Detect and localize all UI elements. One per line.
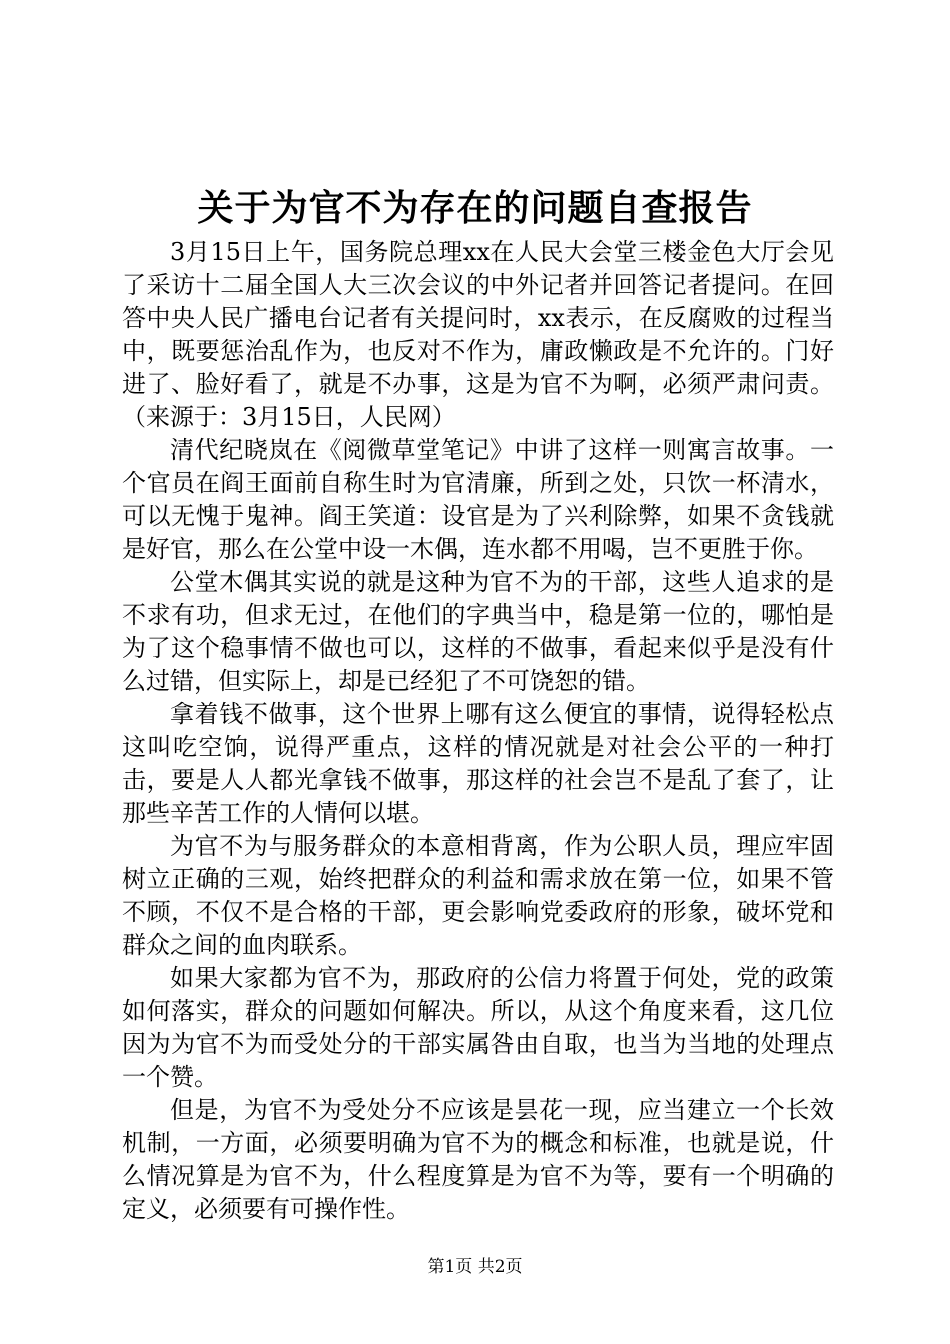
document-title: 关于为官不为存在的问题自查报告 [197,187,753,229]
paragraph: 为官不为与服务群众的本意相背离，作为公职人员，理应牢固树立正确的三观，始终把群众的利益和需求放在第一位，如果不管不顾，不仅不是合格的干部，更会影响党委政府的形象，破坏党和群众之间的血肉联系。 [122,832,834,959]
document-body [122,236,834,1226]
paragraph: 3月15日上午，国务院总理xx在人民大会堂三楼金色大厅会见了采访十二届全国人大三次会议的中外记者并回答记者提问。在回答中央人民广播电台记者有关提问时，xx表示，在反腐败的过程当中，既要惩治乱作为，也反对不作为，庸政懒政是不允许的。门好进了、脸好看了，就是不办事，这是为官不为啊，必须严肃问责。（来源于：3月15日，人民网） [122,238,834,431]
paragraph: 拿着钱不做事，这个世界上哪有这么便宜的事情，说得轻松点这叫吃空饷，说得严重点，这样的情况就是对社会公平的一种打击，要是人人都光拿钱不做事，那这样的社会岂不是乱了套了，让那些辛苦工作的人情何以堪。 [122,700,834,827]
paragraph: 如果大家都为官不为，那政府的公信力将置于何处，党的政策如何落实，群众的问题如何解决。所以，从这个角度来看，这几位因为为官不为而受处分的干部实属咎由自取，也当为当地的处理点一个赞。 [122,964,834,1091]
page-number-footer: 第1页 共2页 [427,1257,523,1277]
paragraph: 但是，为官不为受处分不应该是昙花一现，应当建立一个长效机制，一方面，必须要明确为官不为的概念和标准，也就是说，什么情况算是为官不为，什么程度算是为官不为等，要有一个明确的定义，必须要有可操作性。 [122,1096,834,1223]
paragraph: 清代纪晓岚在《阅微草堂笔记》中讲了这样一则寓言故事。一个官员在阎王面前自称生时为官清廉，所到之处，只饮一杯清水，可以无愧于鬼神。阎王笑道：设官是为了兴利除弊，如果不贪钱就是好官，那么在公堂中设一木偶，连水都不用喝，岂不更胜于你。 [122,436,834,563]
paragraph: 公堂木偶其实说的就是这种为官不为的干部，这些人追求的是不求有功，但求无过，在他们的字典当中，稳是第一位的，哪怕是为了这个稳事情不做也可以，这样的不做事，看起来似乎是没有什么过错，但实际上，却是已经犯了不可饶恕的错。 [122,568,834,695]
